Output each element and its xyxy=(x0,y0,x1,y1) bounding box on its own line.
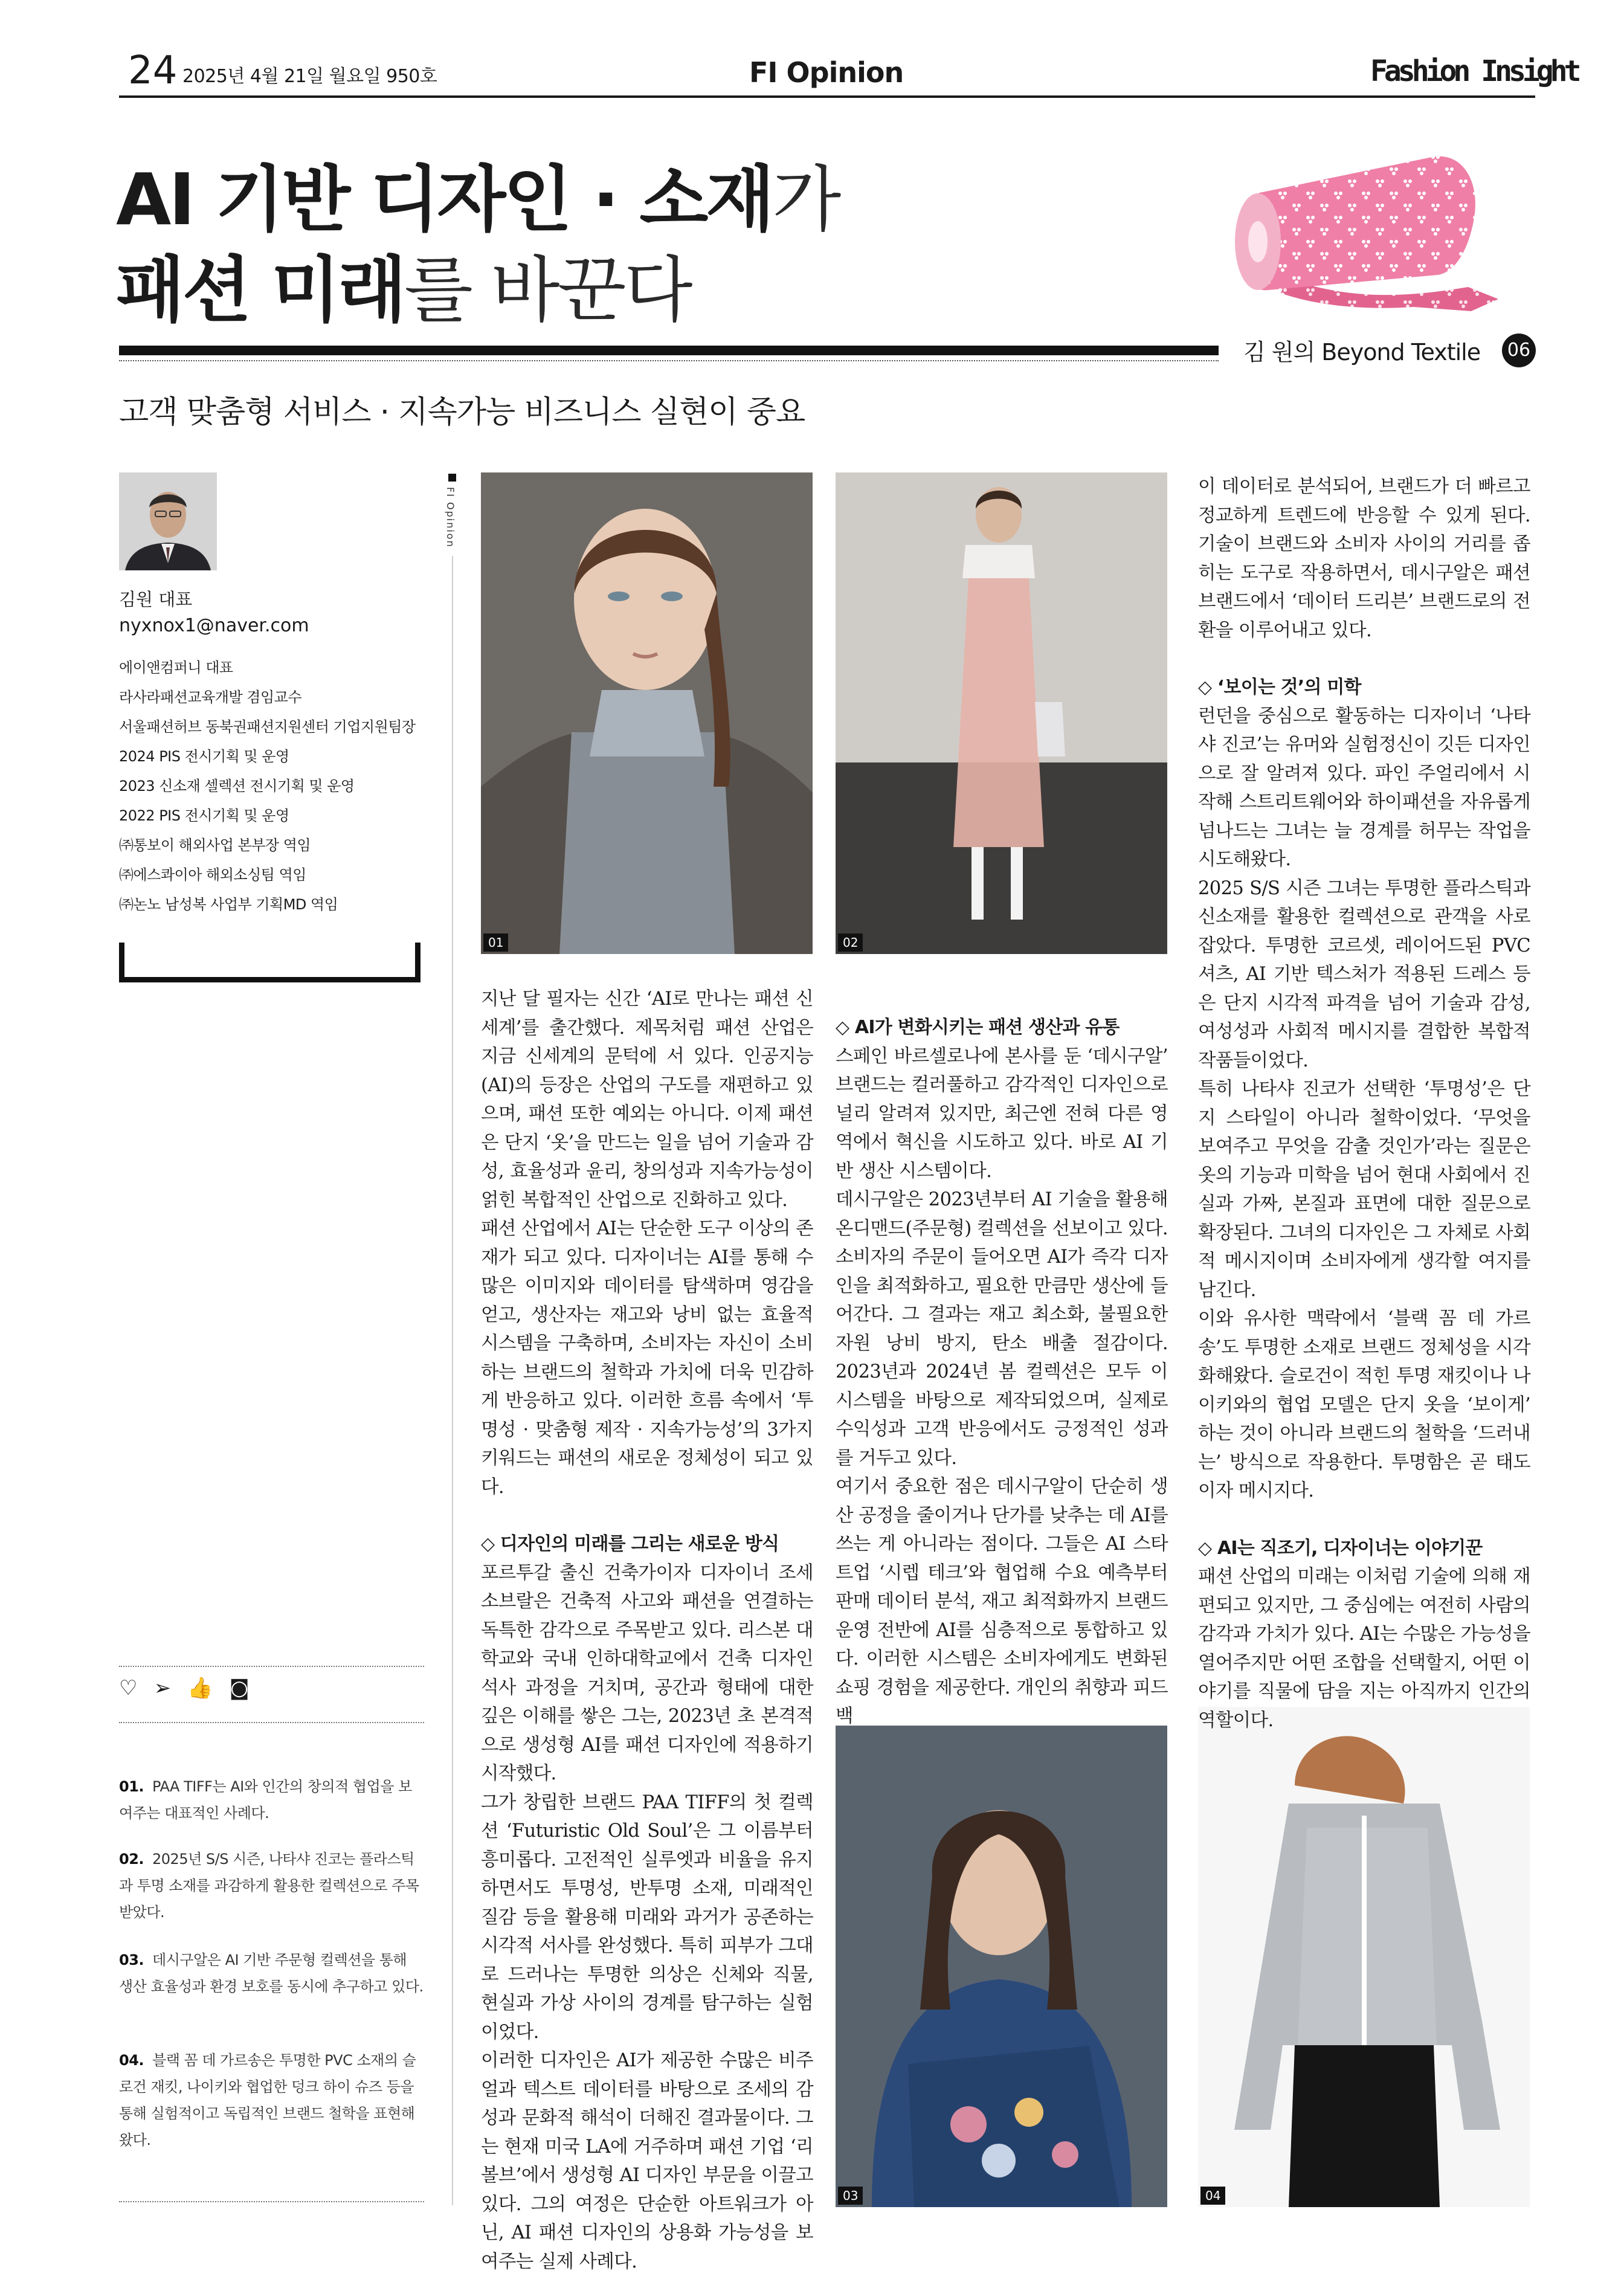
career-item: 2022 PIS 전시기획 및 운영 xyxy=(119,807,289,824)
divider xyxy=(119,1666,424,1667)
body-column-1 xyxy=(481,985,813,2276)
subheadline: 고객 맞춤형 서비스 · 지속가능 비즈니스 실현이 중요 xyxy=(119,395,805,430)
section-heading: ◇ ‘보이는 것’의 미학 xyxy=(1198,677,1361,698)
title-thick-rule xyxy=(119,346,1219,355)
photo-02 xyxy=(836,472,1167,954)
photo-03 xyxy=(836,1726,1167,2207)
page-number: 24 xyxy=(128,48,178,93)
paragraph: 데시구알은 2023년부터 AI 기술을 활용해 온디맨드(주문형) 컬렉션을 선보이고 있다. 소비자의 주문이 들어오면 AI가 즉각 디자인을 최적화하고, 필요한 만큼만 생산에 들어간다. 그 결과는 재고 최소화, 불필요한 자원 낭비 방지, 탄소 배출 절감이다. 2023년과 2024년 봄 컬렉션은 모두 이 시스템을 바탕으로 제작되었으며, 실제로 수익성과 고객 반응에서도 긍정적인 성과를 거두고 있다. xyxy=(836,1189,1168,1469)
body-column-3 xyxy=(1198,472,1530,1735)
masthead-logo: Fashion Insight xyxy=(1370,54,1578,88)
headline-line1-light: 가 xyxy=(772,158,839,241)
photo-04 xyxy=(1198,1707,1530,2207)
title-dotted-rule xyxy=(119,360,1219,361)
author-email[interactable]: nyxnox1@naver.com xyxy=(119,615,309,636)
paragraph: 특히 나타샤 진코가 선택한 ‘투명성’은 단지 스타일이 아니라 철학이었다. ‘무엇을 보여주고 무엇을 감출 것인가’라는 질문은 옷의 기능과 미학을 넘어 현대 사회에서 진실과 가짜, 본질과 표면에 대한 질문으로 확장된다. 그녀의 디자인은 그 자체로 사회적 메시지이며 소비자에게 생각할 여지를 남긴다. xyxy=(1198,1078,1530,1301)
send-icon[interactable]: ➢ xyxy=(153,1676,172,1700)
author-name: 김원 대표 xyxy=(119,589,193,610)
section-heading: ◇ AI가 변화시키는 패션 생산과 유통 xyxy=(836,1017,1120,1038)
headline-line2-bold: 패션 미래 xyxy=(116,248,405,332)
social-icons xyxy=(119,1676,263,1700)
paragraph: 런던을 중심으로 활동하는 디자이너 ‘나타샤 진코’는 유머와 실험정신이 깃든 디자인으로 잘 알려져 있다. 파인 주얼리에서 시작해 스트리트웨어와 하이패션을 자유롭게 넘나드는 그녀는 늘 경계를 허무는 작업을 시도해왔다. xyxy=(1198,705,1530,870)
career-item: 2023 신소재 셀렉션 전시기획 및 운영 xyxy=(119,778,355,795)
caption-04: 04. 블랙 꼼 데 가르송은 투명한 PVC 소재의 슬로건 재킷, 나이키와 협업한 덩크 하이 슈즈 등을 통해 실험적이고 독립적인 브랜드 철학을 표현해왔다. xyxy=(119,2052,416,2149)
divider xyxy=(119,2201,424,2202)
photo-tag: 02 xyxy=(838,933,863,952)
series-number-badge: 06 xyxy=(1502,334,1536,367)
series-author: 김 원의 Beyond Textile xyxy=(1243,339,1481,366)
career-item: 2024 PIS 전시기획 및 운영 xyxy=(119,748,289,765)
photo-tag: 04 xyxy=(1200,2187,1225,2205)
paragraph: 2025 S/S 시즌 그녀는 투명한 플라스틱과 신소재를 활용한 컬렉션으로 관객을 사로잡았다. 투명한 코르셋, 레이어드된 PVC 셔츠, AI 기반 텍스처가 적용된 드레스 등은 단지 시각적 파격을 넘어 기술과 감성, 여성성과 사회적 메시지를 결합한 복합적 작품들이었다. xyxy=(1198,877,1530,1071)
paragraph: 이 데이터로 분석되어, 브랜드가 더 빠르고 정교하게 트렌드에 반응할 수 있게 된다. 기술이 브랜드와 소비자 사이의 거리를 좁히는 도구로 작용하면서, 데시구알은 패션 브랜드에서 ‘데이터 드리븐’ 브랜드로의 전환을 이루어내고 있다. xyxy=(1198,476,1530,641)
headline-line1-bold: AI 기반 디자인 · 소재 xyxy=(116,158,773,241)
career-item: 라사라패션교육개발 겸임교수 xyxy=(119,689,302,706)
paragraph: 그가 창립한 브랜드 PAA TIFF의 첫 컬렉션 ‘Futuristic Old Soul’은 그 이름부터 흥미롭다. 고전적인 실루엣과 비율을 유지하면서도 투명성, 반투명 소재, 미래적인 질감 등을 활용해 미래와 과거가 공존하는 시각적 서사를 완성했다. 특히 피부가 그대로 드러나는 투명한 의상은 신체와 직물, 현실과 가상 사이의 경계를 탐구하는 실험이었다. xyxy=(481,1791,813,2043)
profile-bracket xyxy=(119,943,420,982)
photo-tag: 03 xyxy=(838,2187,863,2205)
paragraph: 이와 유사한 맥락에서 ‘블랙 꼼 데 가르송’도 투명한 소재로 브랜드 정체성을 시각화해왔다. 슬로건이 적힌 투명 재킷이나 나이키와의 협업 모델은 단지 옷을 ‘보이게’ 하는 것이 아니라 브랜드의 철학을 ‘드러내는’ 방식으로 작용한다. 투명함은 곧 태도이자 메시지다. xyxy=(1198,1308,1530,1501)
divider xyxy=(119,1722,424,1723)
caption-03: 03. 데시구알은 AI 기반 주문형 컬렉션을 통해 생산 효율성과 환경 보호를 동시에 추구하고 있다. xyxy=(119,1952,424,1995)
header-rule xyxy=(119,95,1535,98)
paragraph: 포르투갈 출신 건축가이자 디자이너 조세 소브랄은 건축적 사고와 패션을 연결하는 독특한 감각으로 주목받고 있다. 리스본 대학교와 국내 인하대학교에서 건축 디자인 석사 과정을 거치며, 공간과 형태에 대한 깊은 이해를 쌓은 그는, 2023년 초 본격적으로 생성형 AI를 패션 디자인에 적용하기 시작했다. xyxy=(481,1562,813,1784)
caption-02: 02. 2025년 S/S 시즌, 나타샤 진코는 플라스틱과 투명 소재를 과감하게 활용한 컬렉션으로 주목받았다. xyxy=(119,1851,419,1921)
paragraph: 패션 산업에서 AI는 단순한 도구 이상의 존재가 되고 있다. 디자이너는 AI를 통해 수많은 이미지와 데이터를 탐색하며 영감을 얻고, 생산자는 재고와 낭비 없는 효율적 시스템을 구축하며, 소비자는 자신이 소비하는 브랜드의 철학과 가치에 더욱 민감하게 반응하고 있다. 이러한 흐름 속에서 ‘투명성 · 맞춤형 제작 · 지속가능성’의 3가지 키워드는 패션의 새로운 정체성이 되고 있다. xyxy=(481,1218,813,1498)
section-heading: ◇ AI는 직조기, 디자이너는 이야기꾼 xyxy=(1198,1537,1483,1559)
photo-tag: 01 xyxy=(483,933,508,952)
author-photo xyxy=(119,472,217,570)
body-column-2 xyxy=(836,1013,1168,1731)
career-item: ㈜통보이 해외사업 본부장 역임 xyxy=(119,837,311,854)
photo-01 xyxy=(481,472,813,954)
paragraph: 여기서 중요한 점은 데시구알이 단순히 생산 공정을 줄이거나 단가를 낮추는 데 AI를 쓰는 게 아니라는 점이다. 그들은 AI 스타트업 ‘시렙 테크’와 협업해 수요 예측부터 판매 데이터 분석, 재고 최적화까지 브랜드 운영 전반에 AI를 심층적으로 통합하고 있다. 이러한 시스템은 소비자에게도 변화된 쇼핑 경험을 제공한다. 개인의 취향과 피드백 xyxy=(836,1476,1168,1727)
label-square xyxy=(448,474,456,482)
issue-info: 2025년 4월 21일 월요일 950호 xyxy=(182,66,437,87)
headline xyxy=(116,154,839,335)
thumbs-up-icon[interactable]: 👍 xyxy=(187,1676,213,1700)
column-rule xyxy=(452,556,453,2205)
heart-icon[interactable]: ♡ xyxy=(119,1676,138,1700)
caption-01: 01. PAA TIFF는 AI와 인간의 창의적 협업을 보여주는 대표적인 사례다. xyxy=(119,1778,412,1822)
paragraph: 패션 산업의 미래는 이처럼 기술에 의해 재편되고 있지만, 그 중심에는 여전히 사람의 감각과 가치가 있다. AI는 수많은 가능성을 열어주지만 어떤 조합을 선택할지, 어떤 이야기를 직물에 담을 지는 아직까지 인간의 역할이다. xyxy=(1198,1566,1530,1731)
section-heading: ◇ 디자인의 미래를 그리는 새로운 방식 xyxy=(481,1533,779,1555)
paragraph: 지난 달 필자는 신간 ‘AI로 만나는 패션 신세계’를 출간했다. 제목처럼 패션 산업은 지금 신세계의 문턱에 서 있다. 인공지능(AI)의 등장은 산업의 구도를 재편하고 있으며, 패션 또한 예외는 아니다. 이제 패션은 단지 ‘옷’을 만드는 일을 넘어 기술과 감성, 효율성과 윤리, 창의성과 지속가능성이 얽힌 복합적인 산업으로 진화하고 있다. xyxy=(481,988,813,1211)
vertical-section-label: FI Opinion xyxy=(445,487,456,548)
paragraph: 스페인 바르셀로나에 본사를 둔 ‘데시구알’ 브랜드는 컬러풀하고 감각적인 디자인으로 널리 알려져 있지만, 최근엔 전혀 다른 영역에서 혁신을 시도하고 있다. 바로 AI 기반 생산 시스템이다. xyxy=(836,1045,1168,1182)
paragraph: 이러한 디자인은 AI가 제공한 수많은 비주얼과 텍스트 데이터를 바탕으로 조세의 감성과 문화적 해석이 더해진 결과물이다. 그는 현재 미국 LA에 거주하며 패션 기업 ‘리볼브’에서 생성형 AI 디자인 부문을 이끌고 있다. 그의 여정은 단순한 아트워크가 아닌, AI 패션 디자인의 상용화 가능성을 보여주는 실제 사례다. xyxy=(481,2050,813,2272)
career-item: ㈜에스콰이아 해외소싱팀 역임 xyxy=(119,866,306,883)
section-title: FI Opinion xyxy=(749,56,904,89)
headline-line2-light: 를 바꾼다 xyxy=(404,248,691,332)
career-item: ㈜논노 남성복 사업부 기획MD 역임 xyxy=(119,896,338,913)
career-item: 서울패션허브 동북권패션지원센터 기업지원팀장 xyxy=(119,718,416,735)
fabric-roll-illustration xyxy=(1232,151,1510,314)
career-item: 에이앤컴퍼니 대표 xyxy=(119,659,233,676)
camera-icon[interactable]: ◙ xyxy=(229,1676,250,1700)
